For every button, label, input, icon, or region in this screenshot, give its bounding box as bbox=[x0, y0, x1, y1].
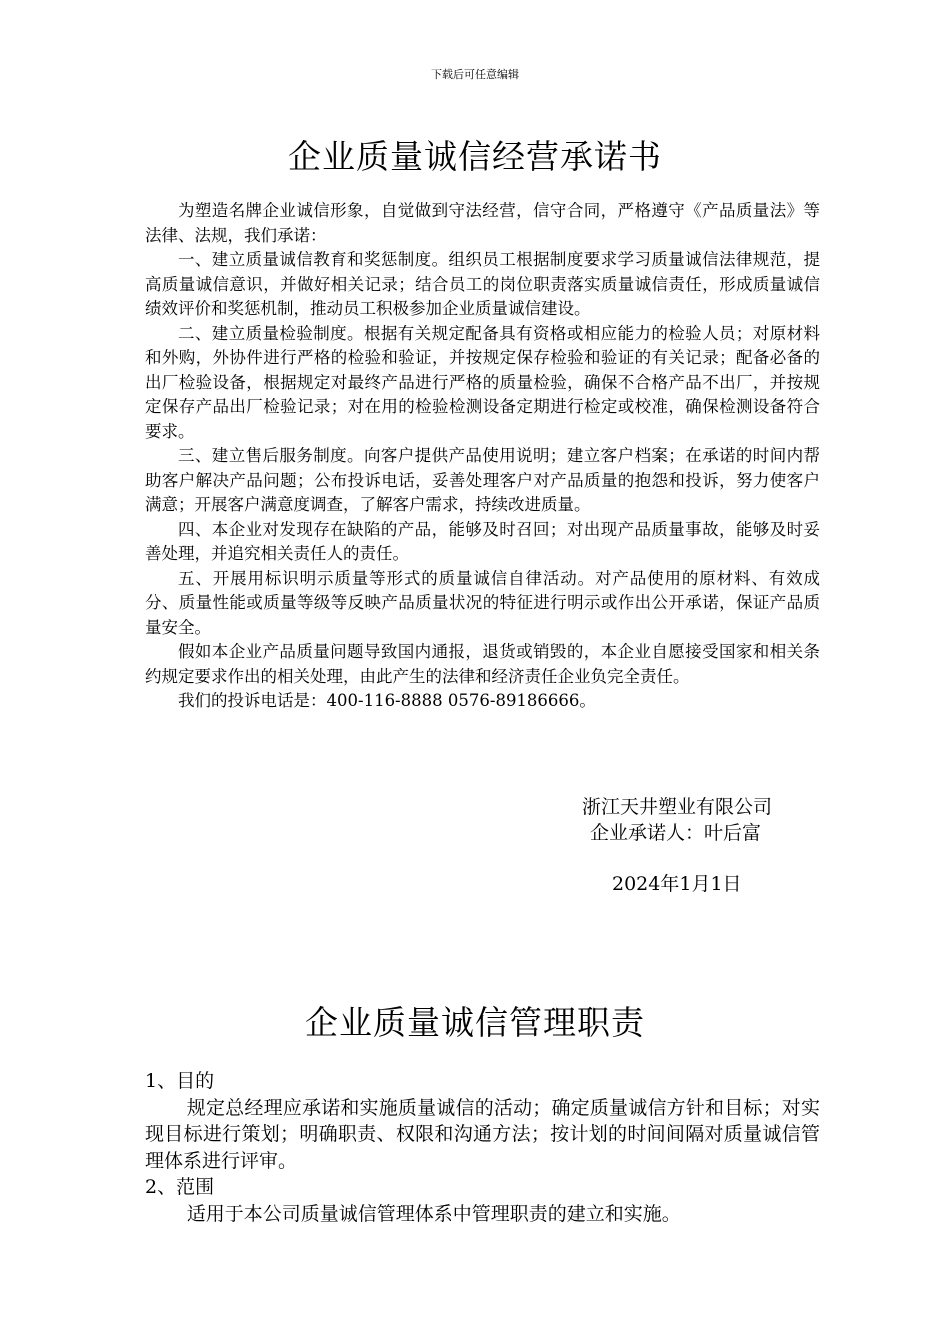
page-title: 企业质量诚信经营承诺书 bbox=[288, 137, 662, 176]
commitment-item-4: 四、本企业对发现存在缺陷的产品，能够及时召回；对出现产品质量事故，能够及时妥善处理，并追究相关责任人的责任。 bbox=[145, 519, 820, 563]
commitment-body bbox=[145, 199, 820, 714]
commitment-item-2: 二、建立质量检验制度。根据有关规定配备具有资格或相应能力的检验人员；对原材料和外购，外协件进行严格的检验和验证，并按规定保存检验和验证的有关记录；配备必备的出厂检验设备，根据规定对最终产品进行严格的质量检验，确保不合格产品不出厂，并按规定保存产品出厂检验记录；对在用的检验检测设备定期进行检定或校准，确保检测设备符合要求。 bbox=[145, 323, 820, 441]
commitment-item-1: 一、建立质量诚信教育和奖惩制度。组织员工根据制度要求学习质量诚信法律规范，提高质量诚信意识，并做好相关记录；结合员工的岗位职责落实质量诚信责任，形成质量诚信绩效评价和奖惩机制，推动员工积极参加企业质量诚信建设。 bbox=[145, 250, 820, 318]
signer-name: 企业承诺人：叶后富 bbox=[590, 822, 762, 844]
intro-paragraph: 为塑造名牌企业诚信形象，自觉做到守法经营，信守合同，严格遵守《产品质量法》等法律、法规，我们承诺： bbox=[145, 201, 820, 245]
purpose-paragraph: 规定总经理应承诺和实施质量诚信的活动；确定质量诚信方针和目标；对实现目标进行策划；明确职责、权限和沟通方法；按计划的时间间隔对质量诚信管理体系进行评审。 bbox=[145, 1096, 820, 1172]
scope-paragraph: 适用于本公司质量诚信管理体系中管理职责的建立和实施。 bbox=[186, 1202, 681, 1225]
responsibility-body bbox=[145, 1068, 820, 1227]
purpose-heading: 1、目的 bbox=[145, 1070, 215, 1092]
complaint-phone-paragraph: 我们的投诉电话是：400-116-8888 0576-89186666。 bbox=[178, 691, 596, 710]
company-name: 浙江天井塑业有限公司 bbox=[582, 796, 773, 818]
liability-paragraph: 假如本企业产品质量问题导致国内通报，退货或销毁的，本企业自愿接受国家和相关条约规定要求作出的相关处理，由此产生的法律和经济责任企业负完全责任。 bbox=[145, 642, 820, 686]
scope-heading: 2、范围 bbox=[145, 1176, 215, 1198]
signature-date: 2024年1月1日 bbox=[612, 873, 742, 895]
commitment-item-5: 五、开展用标识明示质量等形式的质量诚信自律活动。对产品使用的原材料、有效成分、质量性能或质量等级等反映产品质量状况的特征进行明示或作出公开承诺，保证产品质量安全。 bbox=[145, 568, 820, 637]
header-note: 下载后可任意编辑 bbox=[431, 68, 519, 81]
section-title: 企业质量诚信管理职责 bbox=[305, 1003, 645, 1042]
commitment-item-3: 三、建立售后服务制度。向客户提供产品使用说明；建立客户档案；在承诺的时间内帮助客户解决产品问题；公布投诉电话，妥善处理客户对产品质量的抱怨和投诉，努力使客户满意；开展客户满意度调查，了解客户需求，持续改进质量。 bbox=[145, 446, 820, 514]
